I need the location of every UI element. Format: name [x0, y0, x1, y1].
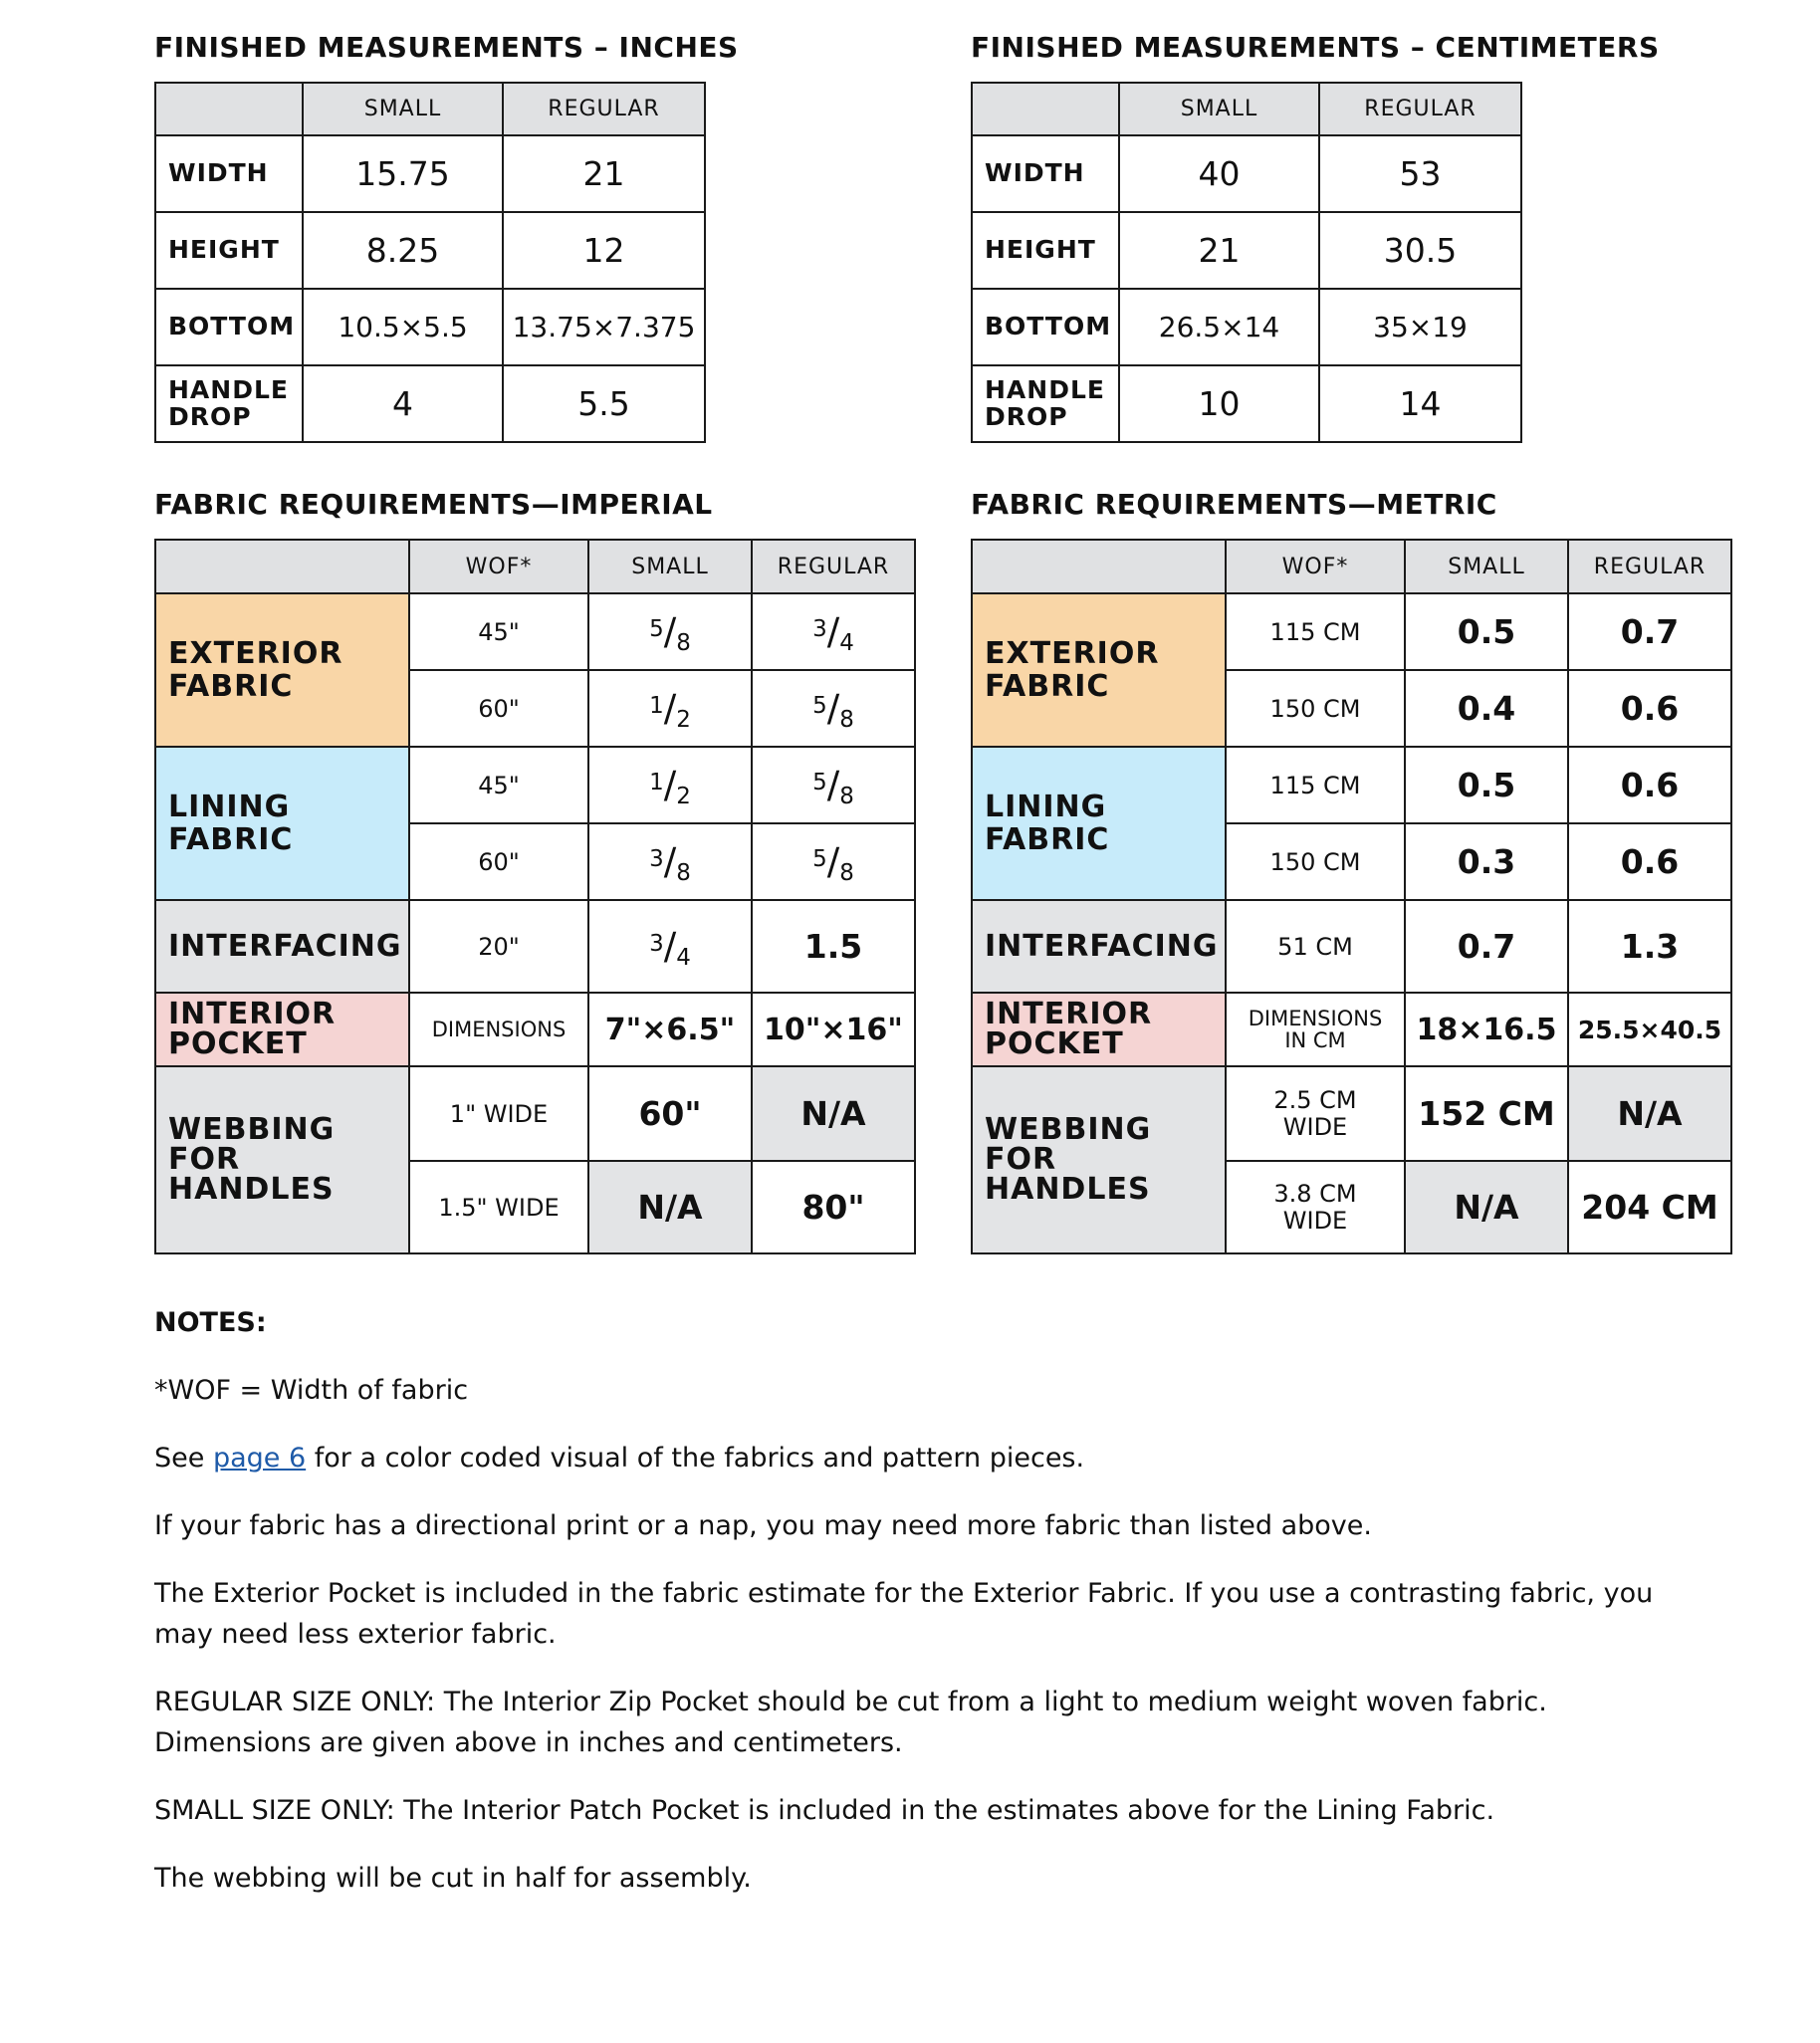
value-regular [752, 747, 915, 823]
webbing-label [972, 1066, 1226, 1253]
label-line: POCKET [985, 1026, 1124, 1061]
note-text: for a color coded visual of the fabrics and pattern pieces. [306, 1443, 1085, 1474]
fraction: $^5$/8 [649, 610, 691, 656]
fraction: $^5$/8 [812, 687, 854, 733]
denominator: 8 [676, 629, 691, 656]
note-paragraph: REGULAR SIZE ONLY: The Interior Zip Pocket should be cut from a light to medium weight woven fabric. Dimensions are given above in inches and centimeters. [154, 1687, 1547, 1758]
value-regular: 1.5 [752, 900, 915, 993]
value-regular [752, 670, 915, 747]
wof-line: IN CM [1284, 1028, 1346, 1052]
wof-cell: 1.5" WIDE [409, 1161, 588, 1253]
numerator: 5 [812, 845, 827, 872]
table-row [972, 1066, 1731, 1161]
value-regular: N/A [752, 1066, 915, 1161]
label-line: POCKET [168, 1026, 308, 1061]
header-blank-cell [155, 540, 409, 593]
header-blank-cell [972, 540, 1226, 593]
wof-cell: 45" [409, 747, 588, 823]
value-regular: 0.6 [1568, 747, 1731, 823]
finished-inches-title: FINISHED MEASUREMENTS – INCHES [154, 31, 739, 64]
value-small: 0.5 [1405, 747, 1568, 823]
numerator: 5 [812, 769, 827, 795]
fraction: $^3$/4 [649, 925, 691, 971]
label-line: HANDLE [168, 375, 289, 405]
lining-fabric-label: LINING FABRIC [155, 747, 409, 900]
wof-cell: 20" [409, 900, 588, 993]
wof-cell: 150 CM [1226, 823, 1405, 900]
value-regular: 53 [1319, 135, 1521, 212]
value-small: 18×16.5 [1405, 993, 1568, 1066]
lining-fabric-label: LINING FABRIC [972, 747, 1226, 900]
table-row [155, 1066, 915, 1161]
wof-line: WIDE [1282, 1206, 1348, 1235]
label-line: FABRIC [168, 669, 294, 704]
value-regular [752, 593, 915, 670]
table-header-row [972, 83, 1521, 135]
value-regular: 13.75×7.375 [503, 289, 705, 365]
header-regular: REGULAR [752, 540, 915, 593]
label-line: EXTERIOR [985, 636, 1160, 671]
value-small: 7"×6.5" [588, 993, 752, 1066]
value-small: 0.7 [1405, 900, 1568, 993]
value-regular: 30.5 [1319, 212, 1521, 289]
finished-cm-title: FINISHED MEASUREMENTS – CENTIMETERS [971, 31, 1660, 64]
denominator: 4 [839, 629, 854, 656]
note-text: See [154, 1443, 213, 1474]
fabric-metric-table [971, 539, 1732, 1254]
label-line: WEBBING FOR [168, 1112, 336, 1177]
label-line: EXTERIOR [168, 636, 343, 671]
table-header-row [155, 83, 705, 135]
fraction: $^3$/4 [812, 610, 854, 656]
row-label: WIDTH [155, 135, 303, 212]
value-regular: 21 [503, 135, 705, 212]
header-wof: WOF* [409, 540, 588, 593]
exterior-fabric-label [972, 593, 1226, 747]
value-small: 40 [1119, 135, 1319, 212]
table-row [155, 365, 705, 442]
wof-cell [1226, 1161, 1405, 1253]
finished-cm-table [971, 82, 1522, 443]
value-regular: 5.5 [503, 365, 705, 442]
value-small [588, 900, 752, 993]
table-row [155, 900, 915, 993]
table-row [972, 135, 1521, 212]
header-regular: REGULAR [503, 83, 705, 135]
value-regular: 0.6 [1568, 670, 1731, 747]
fabric-imperial-table [154, 539, 916, 1254]
numerator: 3 [649, 930, 664, 957]
row-label [972, 365, 1119, 442]
label-line: FABRIC [985, 669, 1110, 704]
wof-line: 2.5 CM [1273, 1086, 1357, 1115]
note-paragraph: If your fabric has a directional print or a nap, you may need more fabric than listed above. [154, 1510, 1372, 1541]
value-regular: 14 [1319, 365, 1521, 442]
note-see-page [154, 1438, 1707, 1478]
wof-cell: 1" WIDE [409, 1066, 588, 1161]
table-header-row [155, 540, 915, 593]
header-regular: REGULAR [1568, 540, 1731, 593]
numerator: 5 [649, 615, 664, 642]
value-regular: 10"×16" [752, 993, 915, 1066]
interfacing-label: INTERFACING [972, 900, 1226, 993]
wof-cell: 45" [409, 593, 588, 670]
wof-cell [1226, 1066, 1405, 1161]
value-regular: 204 CM [1568, 1161, 1731, 1253]
header-blank-cell [972, 83, 1119, 135]
wof-cell: 115 CM [1226, 593, 1405, 670]
note-wof: *WOF = Width of fabric [154, 1375, 469, 1406]
fraction: $^1$/2 [649, 687, 691, 733]
table-row [972, 747, 1731, 823]
header-regular: REGULAR [1319, 83, 1521, 135]
fraction: $^3$/8 [649, 840, 691, 886]
wof-cell: DIMENSIONS [409, 993, 588, 1066]
value-small [588, 823, 752, 900]
value-regular: 1.3 [1568, 900, 1731, 993]
label-line: HANDLE [985, 375, 1105, 405]
webbing-label [155, 1066, 409, 1253]
numerator: 1 [649, 692, 664, 719]
value-small: 60" [588, 1066, 752, 1161]
table-row [972, 593, 1731, 670]
numerator: 3 [649, 845, 664, 872]
wof-cell: 150 CM [1226, 670, 1405, 747]
table-header-row [972, 540, 1731, 593]
value-small: 21 [1119, 212, 1319, 289]
finished-inches-table [154, 82, 706, 443]
table-row [155, 593, 915, 670]
table-row [972, 365, 1521, 442]
exterior-fabric-label [155, 593, 409, 747]
wof-cell: 115 CM [1226, 747, 1405, 823]
fraction: $^1$/2 [649, 764, 691, 809]
value-small [588, 670, 752, 747]
fraction: $^5$/8 [812, 840, 854, 886]
wof-cell: 60" [409, 670, 588, 747]
numerator: 1 [649, 769, 664, 795]
wof-cell: 51 CM [1226, 900, 1405, 993]
interfacing-label: INTERFACING [155, 900, 409, 993]
header-small: SMALL [588, 540, 752, 593]
value-small: 0.5 [1405, 593, 1568, 670]
value-small: 0.3 [1405, 823, 1568, 900]
label-line: WEBBING FOR [985, 1112, 1152, 1177]
denominator: 8 [839, 859, 854, 886]
table-row [972, 993, 1731, 1066]
value-regular: N/A [1568, 1066, 1731, 1161]
wof-line: 3.8 CM [1273, 1180, 1357, 1209]
row-label [155, 365, 303, 442]
note-paragraph: The Exterior Pocket is included in the fabric estimate for the Exterior Fabric. If you use a contrasting fabric, you may need less exterior fabric. [154, 1578, 1654, 1650]
row-label: HEIGHT [972, 212, 1119, 289]
table-row [155, 747, 915, 823]
label-line: HANDLES [168, 1172, 335, 1207]
fabric-metric-title: FABRIC REQUIREMENTS—METRIC [971, 488, 1497, 521]
note-paragraph: SMALL SIZE ONLY: The Interior Patch Pocket is included in the estimates above for the Lining Fabric. [154, 1795, 1495, 1826]
numerator: 3 [812, 615, 827, 642]
fabric-imperial-title: FABRIC REQUIREMENTS—IMPERIAL [154, 488, 713, 521]
header-small: SMALL [1119, 83, 1319, 135]
page-6-link[interactable]: page 6 [212, 1443, 307, 1474]
value-regular: 25.5×40.5 [1568, 993, 1731, 1066]
header-small: SMALL [1405, 540, 1568, 593]
label-line: HANDLES [985, 1172, 1151, 1207]
fraction: $^5$/8 [812, 764, 854, 809]
header-small: SMALL [303, 83, 503, 135]
header-blank-cell [155, 83, 303, 135]
numerator: 5 [812, 692, 827, 719]
value-small: 152 CM [1405, 1066, 1568, 1161]
value-regular: 0.6 [1568, 823, 1731, 900]
interior-pocket-label [972, 993, 1226, 1066]
value-small: 26.5×14 [1119, 289, 1319, 365]
denominator: 8 [839, 706, 854, 733]
value-small: 0.4 [1405, 670, 1568, 747]
value-regular: 12 [503, 212, 705, 289]
table-row [972, 289, 1521, 365]
value-small: 10.5×5.5 [303, 289, 503, 365]
table-row [972, 212, 1521, 289]
value-regular: 0.7 [1568, 593, 1731, 670]
value-small [588, 593, 752, 670]
value-small: 8.25 [303, 212, 503, 289]
row-label: WIDTH [972, 135, 1119, 212]
denominator: 4 [676, 944, 691, 971]
label-line: INTERIOR [168, 997, 337, 1031]
notes-section [154, 1302, 1707, 1926]
row-label: BOTTOM [155, 289, 303, 365]
table-row [155, 993, 915, 1066]
interior-pocket-label [155, 993, 409, 1066]
wof-line: WIDE [1282, 1112, 1348, 1141]
label-line: INTERIOR [985, 997, 1153, 1031]
wof-cell: 60" [409, 823, 588, 900]
value-small: N/A [1405, 1161, 1568, 1253]
value-regular: 80" [752, 1161, 915, 1253]
denominator: 2 [676, 706, 691, 733]
row-label: HEIGHT [155, 212, 303, 289]
value-small [588, 747, 752, 823]
notes-heading: NOTES: [154, 1307, 267, 1338]
table-row [155, 212, 705, 289]
label-line: DROP [985, 401, 1068, 431]
note-paragraph: The webbing will be cut in half for assembly. [154, 1863, 752, 1894]
table-row [155, 289, 705, 365]
row-label: BOTTOM [972, 289, 1119, 365]
label-line: DROP [168, 401, 252, 431]
table-row [972, 900, 1731, 993]
wof-cell [1226, 993, 1405, 1066]
value-small: 10 [1119, 365, 1319, 442]
table-row [155, 135, 705, 212]
header-wof: WOF* [1226, 540, 1405, 593]
denominator: 2 [676, 783, 691, 809]
wof-line: DIMENSIONS [1248, 1006, 1383, 1030]
denominator: 8 [839, 783, 854, 809]
value-regular [752, 823, 915, 900]
value-small: N/A [588, 1161, 752, 1253]
value-small: 4 [303, 365, 503, 442]
denominator: 8 [676, 859, 691, 886]
value-small: 15.75 [303, 135, 503, 212]
value-regular: 35×19 [1319, 289, 1521, 365]
